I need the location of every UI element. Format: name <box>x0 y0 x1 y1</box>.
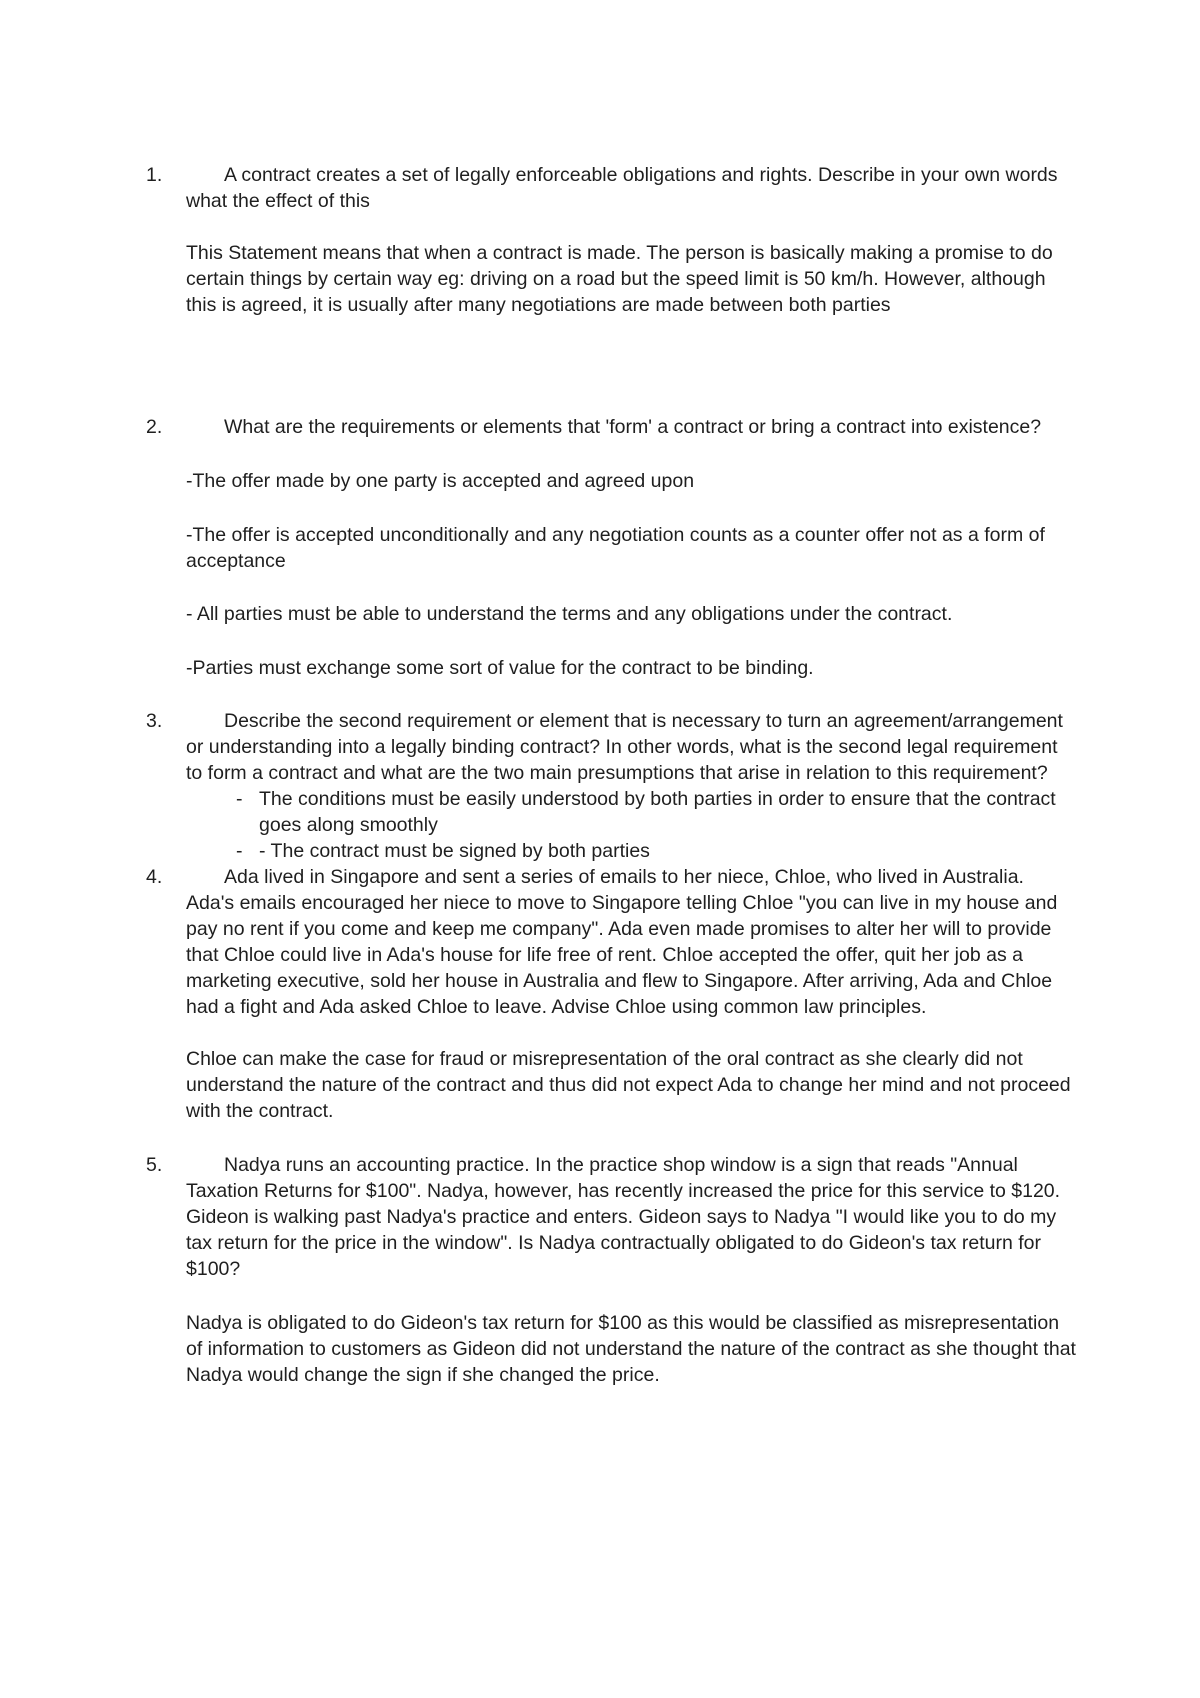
answer-paragraph: This Statement means that when a contract is made. The person is basically making a promise to do certain things by certain way eg: driving on a road but the speed limit is 50 km/h. However, although this is agreed, it is usually after many negotiations are made between both parties <box>186 242 1053 316</box>
question-number: 5. <box>146 1154 163 1176</box>
question-number: 1. <box>146 164 163 186</box>
question-text: What are the requirements or elements that 'form' a contract or bring a contract into existence? <box>224 416 1042 438</box>
list-item <box>146 838 1076 864</box>
question-number: 2. <box>146 416 163 438</box>
answer-paragraph: -Parties must exchange some sort of value for the contract to be binding. <box>186 657 814 679</box>
question-text: Ada lived in Singapore and sent a series of emails to her niece, Chloe, who lived in Australia. Ada's emails encouraged her niece to move to Singapore telling Chloe "you can live in my house and pay no rent if you come and keep me company". Ada even made promises to alter her will to provide that Chloe could live in Ada's house for life free of rent. Chloe accepted the offer, quit her job as a marketing executive, sold her house in Australia and flew to Singapore. After arriving, Ada and Chloe had a fight and Ada asked Chloe to leave. Advise Chloe using common law principles. <box>186 866 1058 1018</box>
answer-paragraph: -The offer made by one party is accepted and agreed upon <box>186 470 695 492</box>
bullet-text: - The contract must be signed by both parties <box>259 840 650 862</box>
answer-paragraph: - All parties must be able to understand the terms and any obligations under the contract. <box>186 603 953 625</box>
question-text: Describe the second requirement or element that is necessary to turn an agreement/arrangement or understanding into a legally binding contract? In other words, what is the second legal requirement to form a contract and what are the two main presumptions that arise in relation to this requirement? <box>186 710 1063 784</box>
question-text: Nadya runs an accounting practice. In the practice shop window is a sign that reads "Annual Taxation Returns for $100". Nadya, however, has recently increased the price for this service to $120. Gideon is walking past Nadya's practice and enters. Gideon says to Nadya "I would like you to do my tax return for the price in the window". Is Nadya contractually obligated to do Gideon's tax return for $100? <box>186 1154 1061 1280</box>
answer-paragraph: Chloe can make the case for fraud or misrepresentation of the oral contract as she clearly did not understand the nature of the contract and thus did not expect Ada to change her mind and not proceed with the contract. <box>186 1048 1071 1122</box>
question-5 <box>146 1152 1076 1282</box>
question-text: A contract creates a set of legally enforceable obligations and rights. Describe in your own words what the effect of this <box>186 164 1058 212</box>
question-3 <box>146 708 1076 786</box>
bullet-mark: - <box>236 840 243 862</box>
question-4 <box>146 864 1076 1020</box>
document-body <box>146 162 1076 1388</box>
answer-paragraph: Nadya is obligated to do Gideon's tax return for $100 as this would be classified as misrepresentation of information to customers as Gideon did not understand the nature of the contract as she thought that Nadya would change the sign if she changed the price. <box>186 1312 1076 1386</box>
answer-paragraph: -The offer is accepted unconditionally and any negotiation counts as a counter offer not as a form of acceptance <box>186 524 1045 572</box>
question-number: 4. <box>146 866 163 888</box>
list-item <box>146 786 1076 838</box>
question-number: 3. <box>146 710 163 732</box>
bullet-text: The conditions must be easily understood by both parties in order to ensure that the contract goes along smoothly <box>259 788 1056 836</box>
question-1 <box>146 162 1076 214</box>
question-2 <box>146 414 1076 440</box>
bullet-mark: - <box>236 788 243 810</box>
